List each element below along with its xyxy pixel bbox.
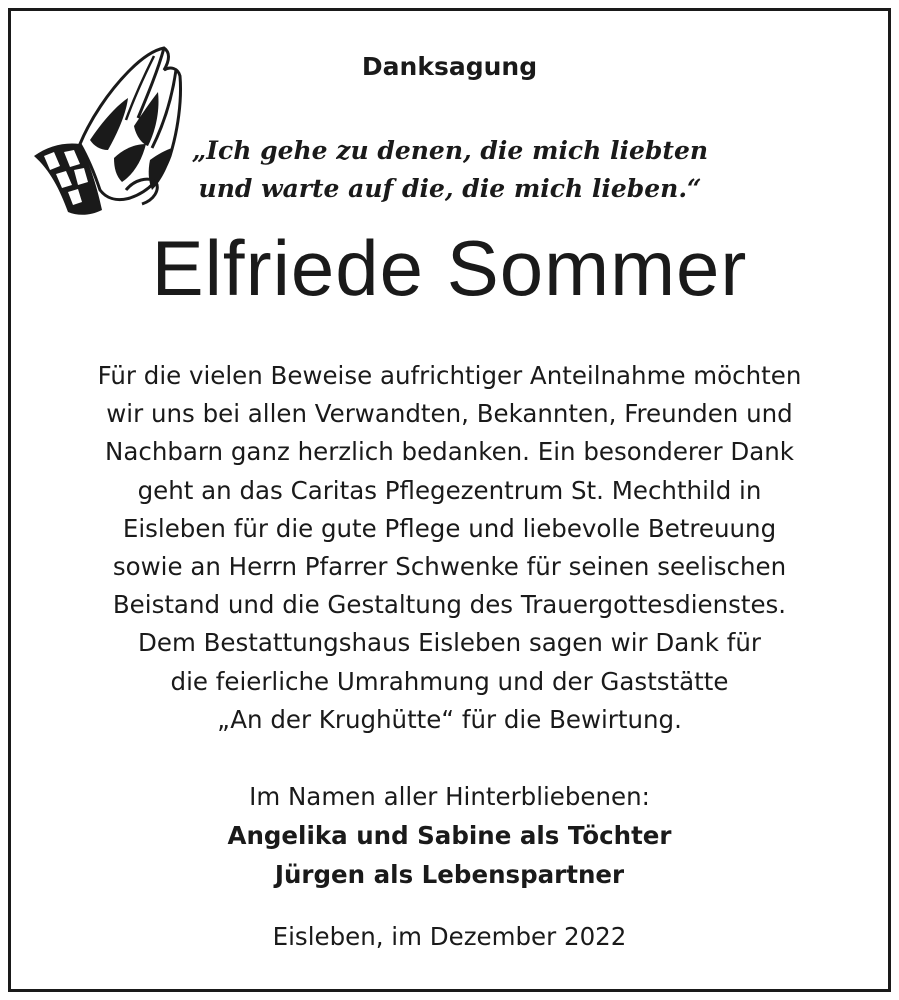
body-line: Für die vielen Beweise aufrichtiger Anteilnahme möchten xyxy=(97,361,802,390)
body-line: Dem Bestattungshaus Eisleben sagen wir Dank für xyxy=(138,628,761,658)
signer-line: Jürgen als Lebenspartner xyxy=(274,860,625,889)
notice-heading: Danksagung xyxy=(361,52,538,81)
closing-intro: Im Namen aller Hinterbliebenen: xyxy=(249,782,650,811)
body-line: „An der Krughütte“ für die Bewirtung. xyxy=(217,704,682,734)
body-line: wir uns bei allen Verwandten, Bekannten, Freunden und xyxy=(106,399,793,429)
body-line: geht an das Caritas Pflegezentrum St. Mechthild in xyxy=(137,475,762,505)
closing-block xyxy=(0,777,899,894)
body-line: Eisleben für die gute Pflege und liebevolle Betreuung xyxy=(122,513,777,543)
body-line: sowie an Herrn Pfarrer Schwenke für seinen seelischen xyxy=(112,552,787,582)
body-line: Beistand und die Gestaltung des Trauergottesdienstes. xyxy=(112,590,787,620)
thank-you-text xyxy=(20,357,879,739)
body-line: Nachbarn ganz herzlich bedanken. Ein besonderer Dank xyxy=(105,437,794,467)
body-line: die feierliche Umrahmung und der Gaststätte xyxy=(170,666,729,696)
deceased-name: Elfriede Sommer xyxy=(151,224,748,312)
memorial-quote xyxy=(190,132,710,208)
quote-line: und warte auf die, die mich lieben.“ xyxy=(198,174,702,203)
quote-line: „Ich gehe zu denen, die mich liebten xyxy=(191,136,709,165)
signer-line: Angelika und Sabine als Töchter xyxy=(227,821,672,850)
place-and-date: Eisleben, im Dezember 2022 xyxy=(272,922,627,951)
